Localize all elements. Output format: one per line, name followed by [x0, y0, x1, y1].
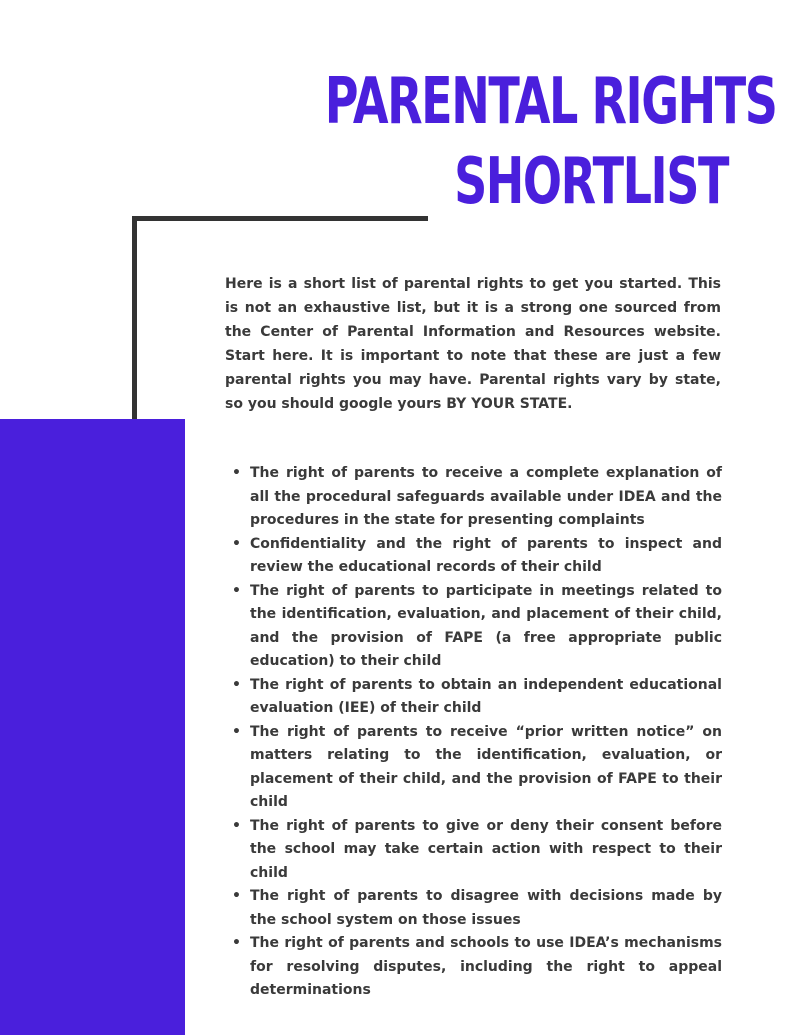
frame-line-vertical	[132, 216, 137, 424]
bullet-icon: •	[232, 676, 241, 693]
list-item-text: The right of parents to receive “prior written notice” on matters relating to the identification, evaluation, or placement of their child, and the provision of FAPE to their child	[250, 723, 722, 810]
frame-line-horizontal	[132, 216, 428, 221]
list-item	[232, 885, 722, 932]
rights-list	[232, 462, 722, 1003]
page-title	[324, 62, 777, 222]
accent-block	[0, 419, 185, 1035]
list-item	[232, 580, 722, 674]
list-item	[232, 815, 722, 886]
list-item	[232, 533, 722, 580]
list-item	[232, 674, 722, 721]
bullet-icon: •	[232, 817, 241, 834]
list-item-text: The right of parents to receive a complete explanation of all the procedural safeguards available under IDEA and the procedures in the state for presenting complaints	[250, 465, 722, 528]
list-item-text: The right of parents to participate in meetings related to the identification, evaluation, and placement of their child, and the provision of FAPE (a free appropriate public education) to their child	[250, 582, 722, 669]
list-item	[232, 462, 722, 533]
list-item-text: Confidentiality and the right of parents to inspect and review the educational records of their child	[250, 535, 722, 575]
intro-paragraph: Here is a short list of parental rights to get you started. This is not an exhaustive list, but it is a strong one sourced from the Center of Parental Information and Resources website. Start here. It is important to note that these are just a few parental rights you may have. Parental rights vary by state, so you should google yours BY YOUR STATE.	[225, 276, 721, 412]
bullet-icon: •	[232, 888, 241, 904]
list-item	[232, 932, 722, 1003]
bullet-icon: •	[232, 535, 241, 552]
bullet-icon: •	[232, 723, 241, 740]
title-line-2: SHORTLIST	[454, 145, 728, 219]
bullet-icon: •	[232, 465, 241, 481]
list-item-text: The right of parents and schools to use IDEA’s mechanisms for resolving disputes, including the right to appeal determinations	[250, 935, 722, 998]
list-item-text: The right of parents to obtain an independent educational evaluation (IEE) of their child	[250, 676, 722, 716]
list-item-text: The right of parents to give or deny their consent before the school may take certain action with respect to their child	[250, 817, 722, 881]
bullet-icon: •	[232, 935, 241, 951]
list-item	[232, 721, 722, 815]
title-line-1: PARENTAL RIGHTS	[324, 65, 777, 139]
list-item-text: The right of parents to disagree with decisions made by the school system on those issues	[250, 888, 722, 928]
bullet-icon: •	[232, 582, 241, 599]
